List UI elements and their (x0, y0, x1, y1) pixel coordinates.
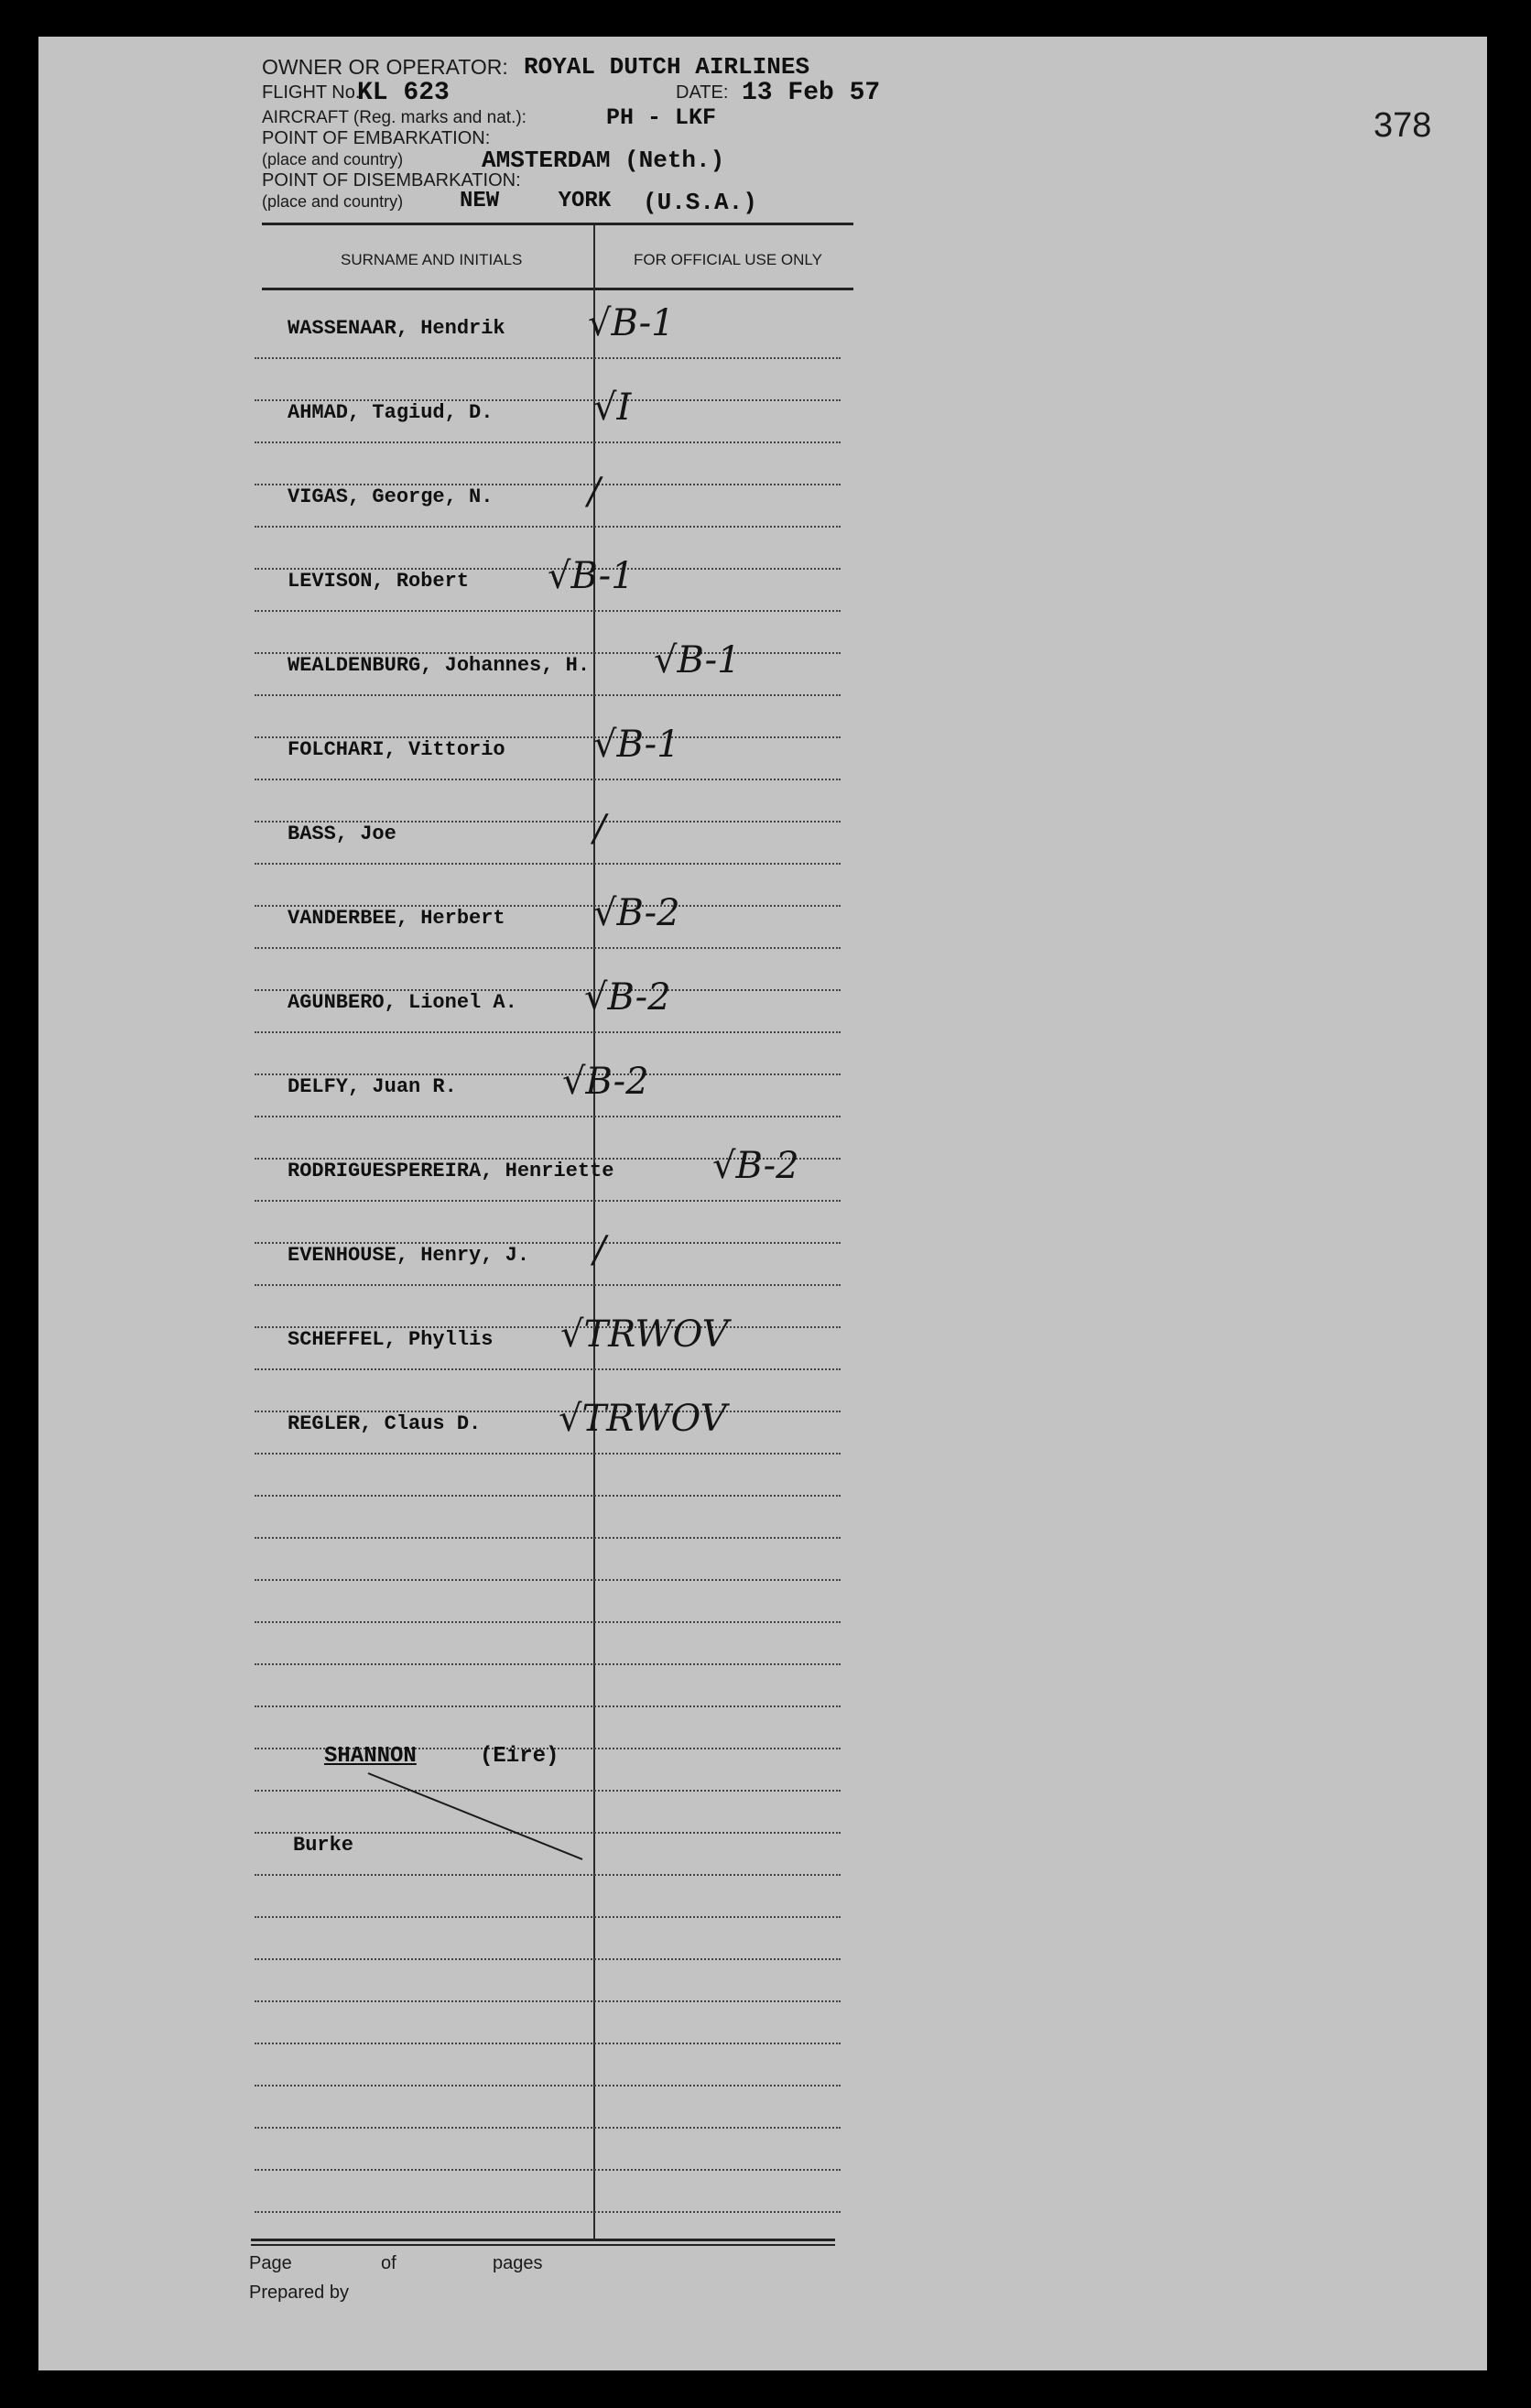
passenger-name: DELFY, Juan R. (288, 1075, 457, 1098)
embark-label: POINT OF EMBARKATION: (262, 128, 491, 148)
official-mark: √B-2 (562, 1061, 649, 1103)
shannon-country: (Eire) (480, 1744, 559, 1769)
footer-page-label: Page (249, 2253, 292, 2273)
disembark-city: NEW YORK (460, 189, 612, 213)
official-mark: √B-1 (654, 639, 741, 681)
shannon-heading: SHANNON (324, 1744, 417, 1769)
disembark-label: POINT OF DISEMBARKATION: (262, 170, 521, 191)
official-mark: √B-1 (548, 555, 635, 597)
column-header-official: FOR OFFICIAL USE ONLY (634, 251, 822, 268)
official-mark: √I (593, 387, 632, 429)
manifest-page (38, 37, 1487, 2370)
aircraft-label: AIRCRAFT (Reg. marks and nat.): (262, 108, 527, 127)
passenger-name: VANDERBEE, Herbert (288, 907, 505, 930)
passenger-name: EVENHOUSE, Henry, J. (288, 1244, 530, 1267)
passenger-name: WEALDENBURG, Johannes, H. (288, 654, 591, 677)
embark-sublabel: (place and country) (262, 150, 404, 169)
flight-value: KL 623 (357, 79, 450, 107)
passenger-name: REGLER, Claus D. (288, 1412, 482, 1435)
official-mark: / (593, 1229, 606, 1271)
passenger-name: WASSENAAR, Hendrik (288, 317, 505, 340)
shannon-passenger-name: Burke (293, 1834, 354, 1857)
official-mark: √B-1 (588, 302, 675, 344)
passenger-name: AGUNBERO, Lionel A. (288, 991, 517, 1014)
flight-label: FLIGHT No. (262, 82, 361, 103)
date-value: 13 Feb 57 (742, 79, 881, 107)
disembark-sublabel: (place and country) (262, 192, 404, 211)
owner-value: ROYAL DUTCH AIRLINES (524, 53, 810, 81)
column-header-name: SURNAME AND INITIALS (341, 251, 523, 268)
page-number: 378 (1374, 106, 1432, 145)
official-mark: √TRWOV (560, 1313, 729, 1356)
footer-pages-label: pages (493, 2253, 543, 2273)
passenger-name: AHMAD, Tagiud, D. (288, 401, 494, 424)
footer-rule-2 (251, 2244, 835, 2246)
date-label: DATE: (676, 82, 729, 103)
official-mark: √B-2 (593, 892, 680, 934)
official-mark: / (593, 808, 606, 850)
embark-value: AMSTERDAM (Neth.) (482, 147, 725, 174)
official-mark: √B-2 (584, 976, 671, 1019)
aircraft-value: PH - LKF (606, 104, 717, 131)
footer-prepared-label: Prepared by (249, 2283, 349, 2303)
official-mark: √TRWOV (559, 1398, 727, 1440)
official-mark: / (588, 471, 601, 513)
owner-label: OWNER OR OPERATOR: (262, 55, 508, 79)
official-mark: √B-1 (593, 724, 680, 766)
passenger-name: FOLCHARI, Vittorio (288, 738, 505, 761)
disembark-country: (U.S.A.) (643, 189, 757, 216)
footer-rule-1 (251, 2239, 835, 2241)
footer-of-label: of (381, 2253, 396, 2273)
passenger-name: RODRIGUESPEREIRA, Henriette (288, 1160, 614, 1182)
strike-line (38, 37, 1487, 2370)
passenger-name: LEVISON, Robert (288, 570, 470, 593)
passenger-name: VIGAS, George, N. (288, 485, 494, 508)
official-mark: √B-2 (712, 1145, 799, 1187)
passenger-name: BASS, Joe (288, 823, 396, 845)
passenger-name: SCHEFFEL, Phyllis (288, 1328, 494, 1351)
